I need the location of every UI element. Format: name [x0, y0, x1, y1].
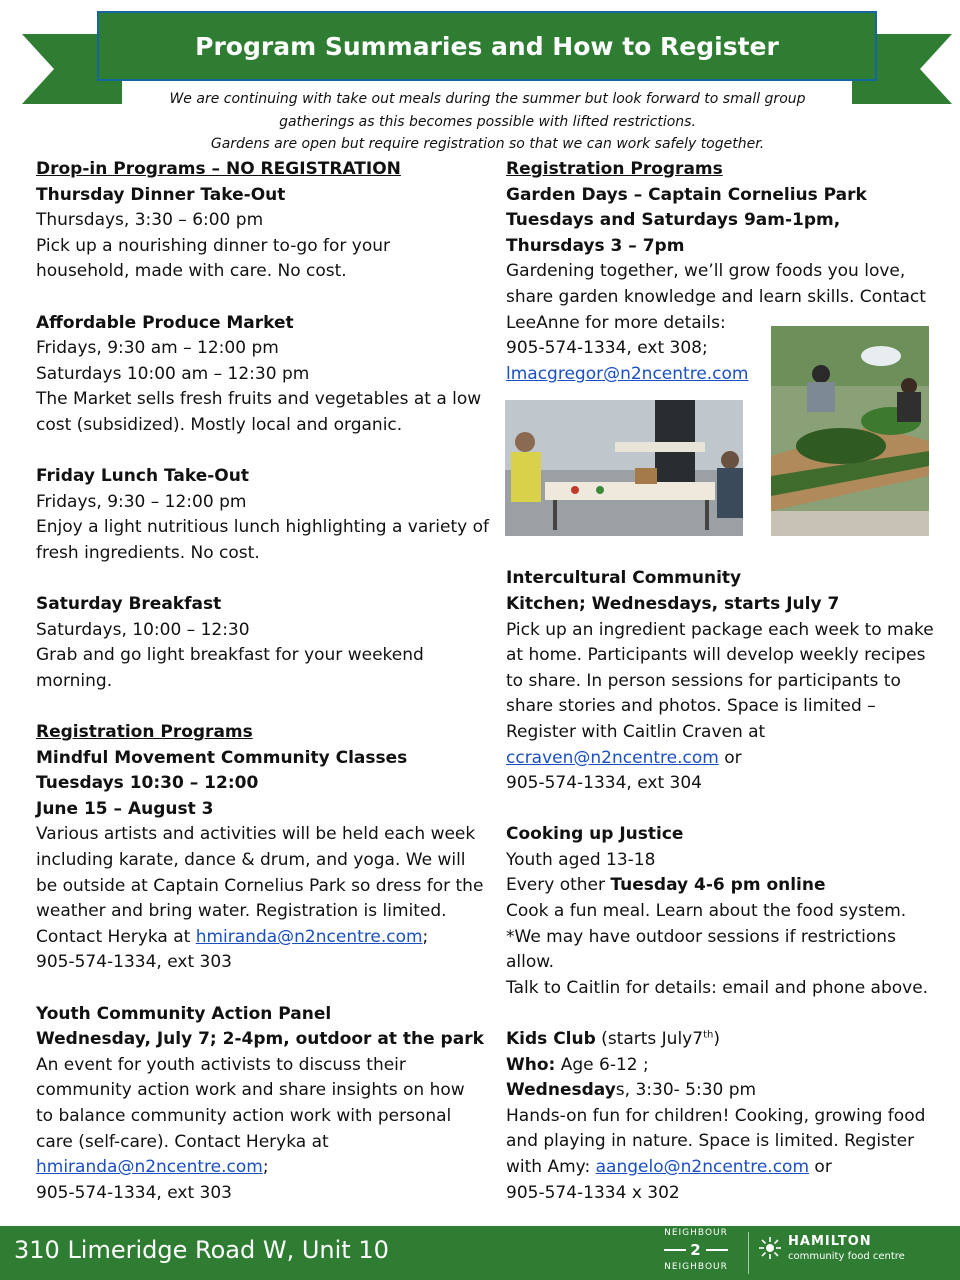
- sun-icon: [758, 1236, 782, 1260]
- program-desc: An event for youth activists to discuss their: [36, 1054, 406, 1075]
- program-title: Kids Club (starts July7th): [506, 1029, 720, 1050]
- program-who: Who: Age 6-12 ;: [506, 1054, 649, 1075]
- program-desc: and playing in nature. Space is limited. Register: [506, 1131, 915, 1152]
- program-title: Intercultural Community: [506, 568, 742, 589]
- program-desc: fresh ingredients. No cost.: [36, 542, 260, 563]
- address: 310 Limeridge Road W, Unit 10: [14, 1236, 389, 1264]
- phone-number: 905-574-1334 x 302: [506, 1182, 680, 1203]
- program-desc: weather and bring water. Registration is limited.: [36, 901, 447, 922]
- program-desc: Pick up an ingredient package each week to make: [506, 619, 934, 640]
- garden-photo: [771, 326, 929, 536]
- phone-number: 905-574-1334, ext 303: [36, 1182, 232, 1203]
- program-desc: share stories and photos. Space is limited –: [506, 696, 876, 717]
- program-desc: The Market sells fresh fruits and vegetables at a low: [36, 389, 482, 410]
- phone-number: 905-574-1334, ext 304: [506, 773, 702, 794]
- program-time: Fridays, 9:30 – 12:00 pm: [36, 491, 247, 512]
- program-desc: Various artists and activities will be held each week: [36, 824, 476, 845]
- program-desc: care (self-care). Contact Heryka at: [36, 1131, 329, 1152]
- phone-number: 905-574-1334, ext 303: [36, 952, 232, 973]
- program-title: Kitchen; Wednesdays, starts July 7: [506, 593, 840, 614]
- program-desc: Hands-on fun for children! Cooking, growing food: [506, 1105, 926, 1126]
- right-column: [506, 157, 941, 1206]
- program-title: Mindful Movement Community Classes: [36, 747, 408, 768]
- program-desc: Grab and go light breakfast for your weekend: [36, 645, 424, 666]
- program-dates: June 15 – August 3: [36, 798, 214, 819]
- footer-divider: [748, 1232, 749, 1274]
- contact-line: ccraven@n2ncentre.com or: [506, 747, 742, 768]
- program-title: Saturday Breakfast: [36, 594, 222, 615]
- page-title: Program Summaries and How to Register: [97, 11, 877, 81]
- neighbour-2-neighbour-logo: NEIGHBOUR 2 NEIGHBOUR: [664, 1228, 728, 1272]
- program-desc: share garden knowledge and learn skills. Contact: [506, 286, 926, 307]
- program-desc: cost (subsidized). Mostly local and organic.: [36, 414, 403, 435]
- kitchen-photo-art: [505, 400, 743, 536]
- email-link-leeanne[interactable]: lmacgregor@n2ncentre.com: [506, 363, 749, 384]
- program-title: Youth Community Action Panel: [36, 1003, 332, 1024]
- program-time: Thursdays, 3:30 – 6:00 pm: [36, 210, 264, 231]
- program-title: Cooking up Justice: [506, 824, 684, 845]
- program-time: Fridays, 9:30 am – 12:00 pm: [36, 338, 279, 359]
- program-desc: Gardening together, we’ll grow foods you love,: [506, 261, 906, 282]
- section-heading-registration: Registration Programs: [36, 722, 253, 743]
- program-desc: be outside at Captain Cornelius Park so dress for the: [36, 875, 484, 896]
- program-desc: LeeAnne for more details:: [506, 312, 726, 333]
- program-title: Thursday Dinner Take-Out: [36, 184, 286, 205]
- program-desc: household, made with care. No cost.: [36, 261, 347, 282]
- footer: [0, 1226, 960, 1280]
- hamilton-cfc-logo: HAMILTON community food centre: [758, 1232, 958, 1272]
- program-desc: Register with Caitlin Craven at: [506, 721, 766, 742]
- program-desc: at home. Participants will develop weekly recipes: [506, 645, 926, 666]
- program-desc: Cook a fun meal. Learn about the food system.: [506, 901, 907, 922]
- program-desc: Talk to Caitlin for details: email and phone above.: [506, 977, 929, 998]
- program-time: Every other Tuesday 4-6 pm online: [506, 875, 826, 896]
- contact-line: hmiranda@n2ncentre.com;: [36, 1157, 269, 1178]
- program-time: Saturdays 10:00 am – 12:30 pm: [36, 363, 310, 384]
- program-time: Thursdays 3 – 7pm: [506, 235, 685, 256]
- program-time: Wednesdays, 3:30- 5:30 pm: [506, 1080, 757, 1101]
- program-desc: Youth aged 13-18: [506, 849, 656, 870]
- program-time: Tuesdays and Saturdays 9am-1pm,: [506, 210, 841, 231]
- program-desc: Pick up a nourishing dinner to-go for your: [36, 235, 391, 256]
- program-desc: including karate, dance & drum, and yoga. We will: [36, 850, 466, 871]
- program-desc: *We may have outdoor sessions if restrictions: [506, 926, 896, 947]
- program-time: Wednesday, July 7; 2-4pm, outdoor at the park: [36, 1029, 484, 1050]
- program-time: Tuesdays 10:30 – 12:00: [36, 773, 259, 794]
- program-desc: to balance community action work with personal: [36, 1105, 452, 1126]
- email-link-caitlin[interactable]: ccraven@n2ncentre.com: [506, 747, 719, 768]
- program-title: Affordable Produce Market: [36, 312, 294, 333]
- email-link-amy[interactable]: aangelo@n2ncentre.com: [595, 1157, 810, 1177]
- email-link-heryka[interactable]: hmiranda@n2ncentre.com: [195, 926, 423, 947]
- left-column: [36, 157, 496, 1206]
- kitchen-photo: [505, 400, 743, 536]
- program-desc: morning.: [36, 670, 113, 691]
- section-heading-dropin: Drop-in Programs – NO REGISTRATION: [36, 159, 401, 179]
- phone-number: 905-574-1334, ext 308;: [506, 338, 708, 359]
- program-desc: to share. In person sessions for participants to: [506, 670, 901, 691]
- section-heading-registration: Registration Programs: [506, 159, 723, 179]
- contact-line: Contact Heryka at hmiranda@n2ncentre.com;: [36, 926, 429, 947]
- email-link-heryka-youth[interactable]: hmiranda@n2ncentre.com: [36, 1157, 263, 1178]
- program-desc: community action work and share insights on how: [36, 1080, 465, 1101]
- program-title: Friday Lunch Take-Out: [36, 466, 249, 487]
- program-title: Garden Days – Captain Cornelius Park: [506, 184, 867, 205]
- program-desc: Enjoy a light nutritious lunch highlighting a variety of: [36, 517, 489, 538]
- contact-line: with Amy: aangelo@n2ncentre.com or: [506, 1157, 832, 1177]
- garden-photo-art: [771, 326, 929, 536]
- intro-note: We are continuing with take out meals during the summer but look forward to small group gatherings as this becomes possible with lifted restrictions. Gardens are open but require registration so that we can work safely together.: [169, 91, 806, 152]
- program-desc: allow.: [506, 952, 555, 973]
- program-time: Saturdays, 10:00 – 12:30: [36, 619, 250, 640]
